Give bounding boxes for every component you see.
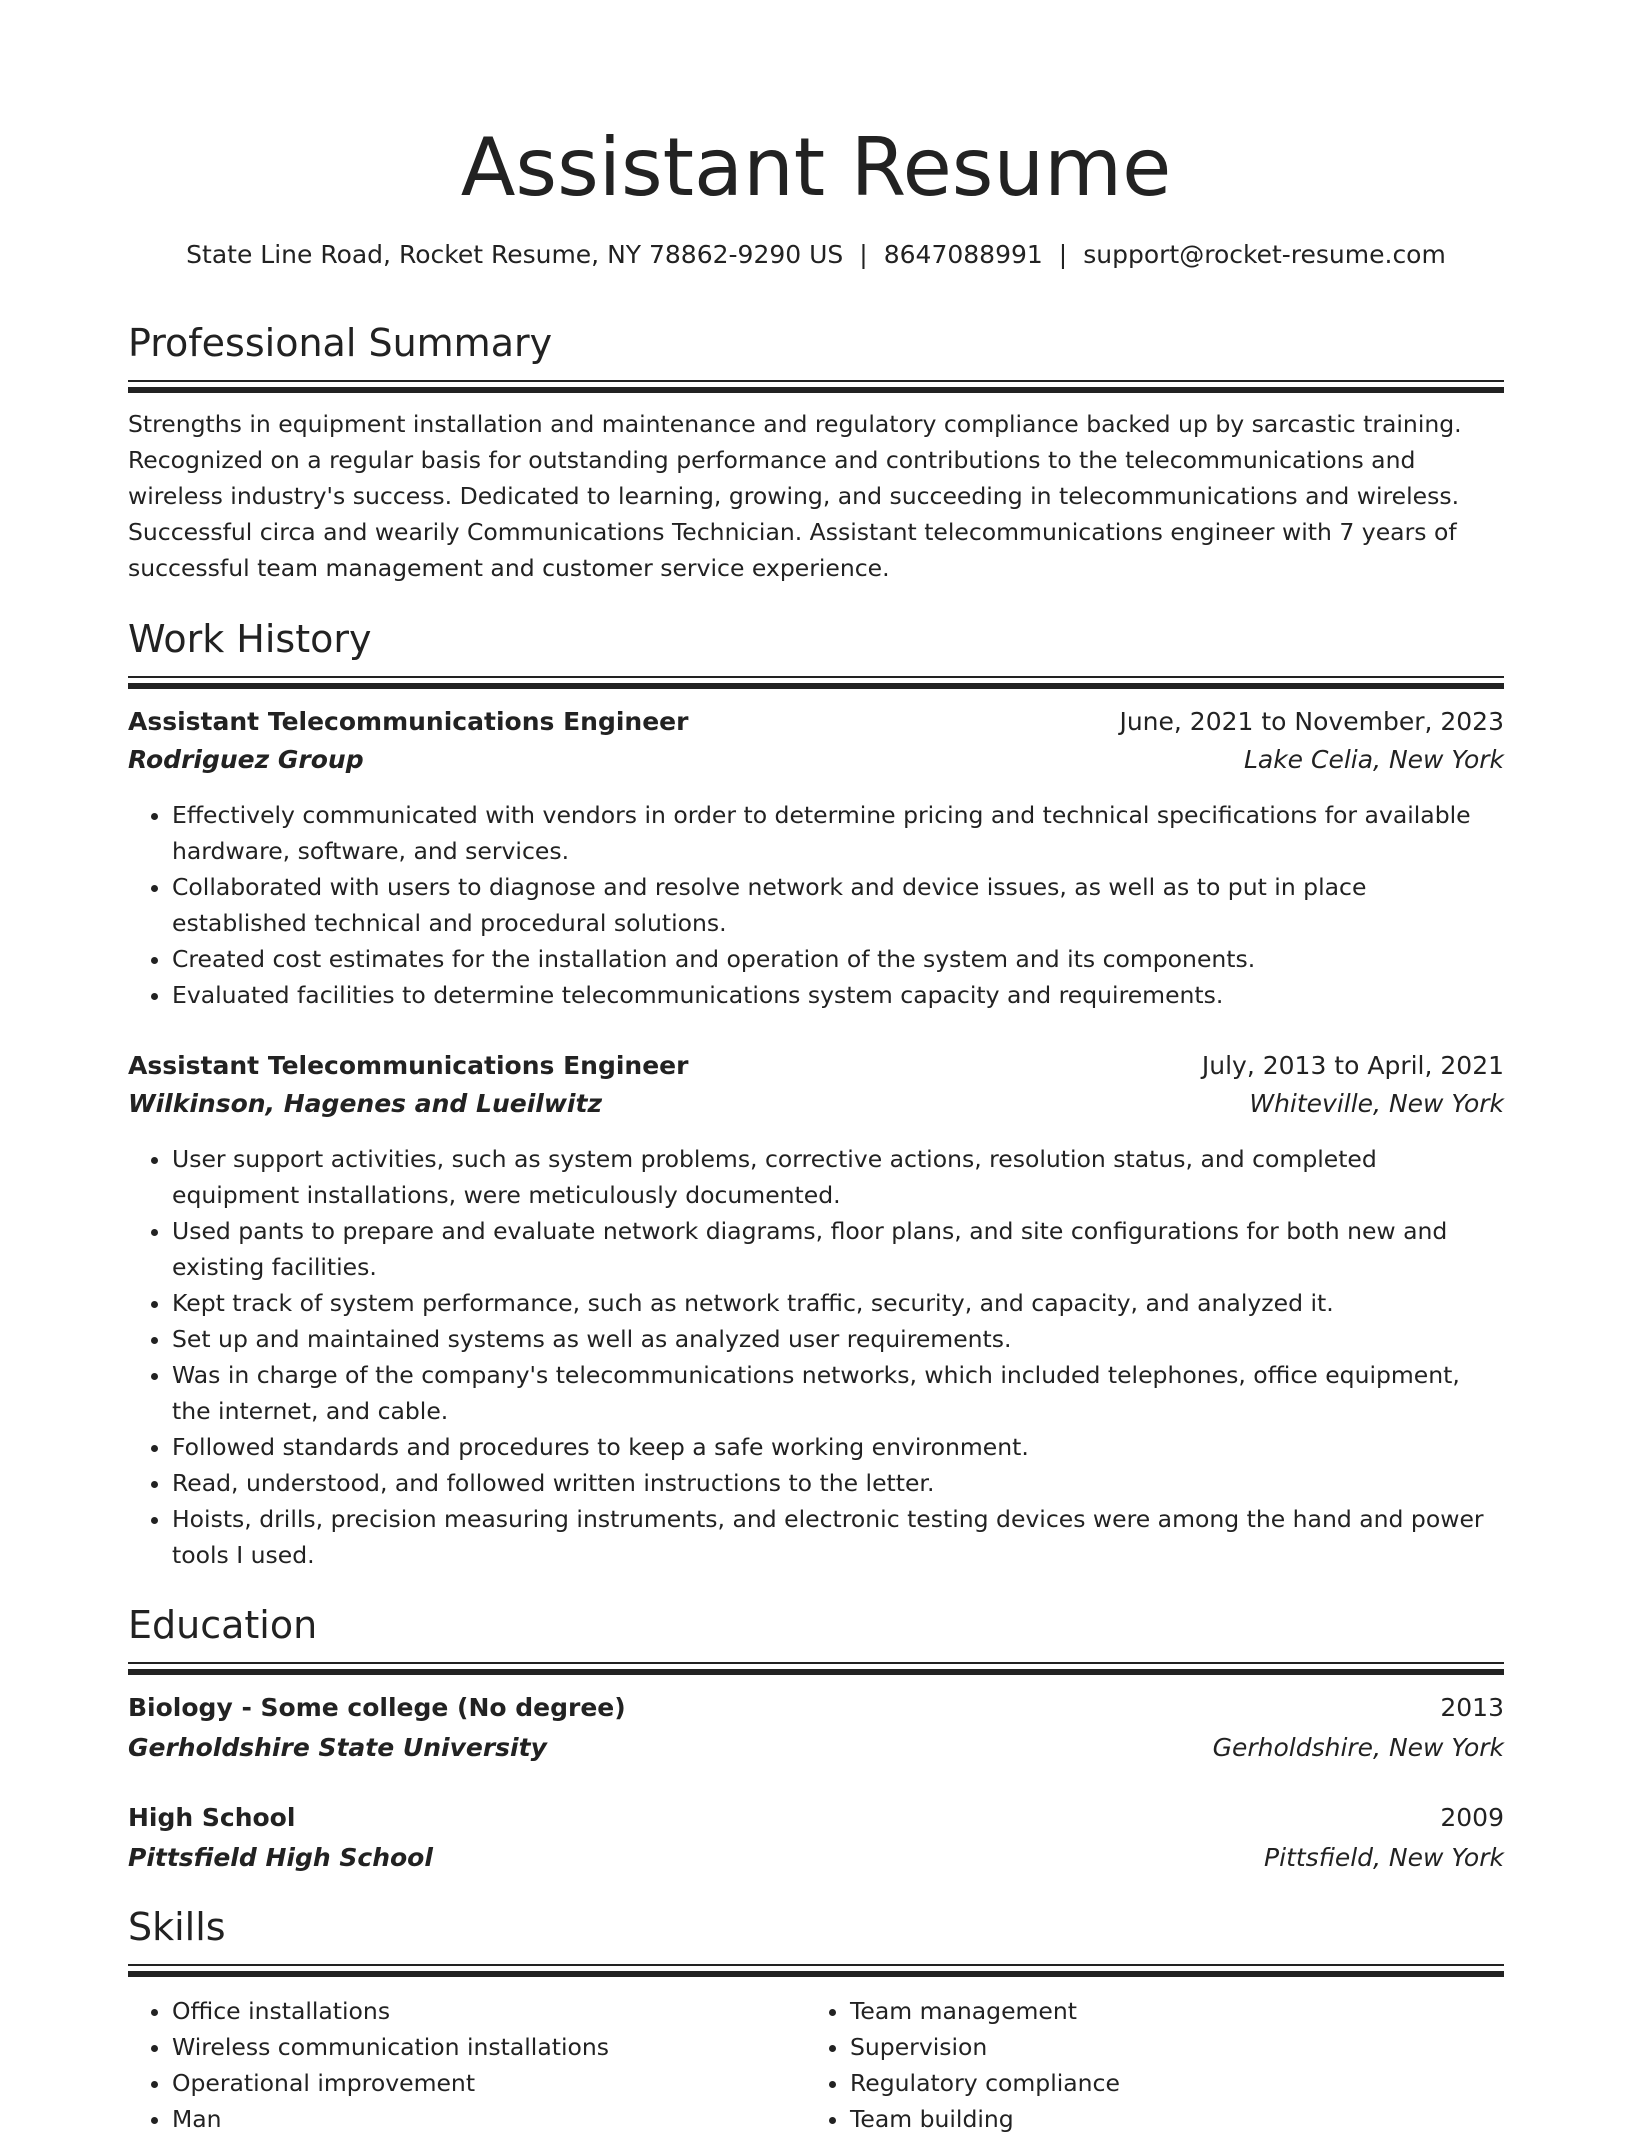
education-school-row (128, 1731, 1504, 1765)
skill-item: • Team management (850, 1993, 1484, 2029)
job-bullets (128, 1141, 1504, 1573)
summary-text: Strengths in equipment installation and maintenance and regulatory compliance backed up by sarcastic training. Recognized on a regular basis for outstanding performance and contributions to the telecommunications and wireless industry's success. Dedicated to learning, growing, and succeeding in telecommunications and wireless. Successful circa and wearily Communications Technician. Assistant telecommunications engineer with 7 years of successful team management and customer service experience. (128, 410, 1462, 582)
contact-phone: 8647088991 (883, 240, 1043, 269)
summary-section-header (128, 318, 1504, 393)
education-section-header (128, 1600, 1504, 1675)
skill-item: • Office installations (172, 1993, 806, 2029)
section-divider-thick (128, 683, 1504, 689)
education-location: Pittsfield, New York (1264, 1843, 1504, 1872)
job-company-row (128, 743, 1504, 777)
education-location: Gerholdshire, New York (1212, 1733, 1504, 1762)
education-degree-row (128, 1801, 1504, 1835)
job-title: Assistant Telecommunications Engineer (128, 1051, 689, 1080)
list-item: • Created cost estimates for the installation and operation of the system and its components. (172, 941, 1504, 977)
skills-column-right (806, 1993, 1484, 2137)
skills-column-left (128, 1993, 806, 2137)
education-school: Pittsfield High School (128, 1843, 433, 1872)
skill-item: • Man (172, 2101, 806, 2137)
education-degree: High School (128, 1803, 296, 1832)
job-company: Rodriguez Group (128, 745, 364, 774)
list-item: • Read, understood, and followed written instructions to the letter. (172, 1465, 1504, 1501)
section-divider-thin (128, 1964, 1504, 1966)
list-item: • Hoists, drills, precision measuring instruments, and electronic testing devices were among the hand and power tools I used. (172, 1501, 1504, 1573)
job-company: Wilkinson, Hagenes and Lueilwitz (128, 1089, 602, 1118)
list-item: • Set up and maintained systems as well as analyzed user requirements. (172, 1321, 1504, 1357)
job-title: Assistant Telecommunications Engineer (128, 707, 689, 736)
job-dates: July, 2013 to April, 2021 (1201, 1051, 1504, 1080)
skills-list (128, 1993, 1504, 2137)
list-item: • Kept track of system performance, such as network traffic, security, and capacity, and analyzed it. (172, 1285, 1504, 1321)
list-item: • Used pants to prepare and evaluate network diagrams, floor plans, and site configurations for both new and existing facilities. (172, 1213, 1504, 1285)
section-divider-thick (128, 1971, 1504, 1977)
skills-heading: Skills (128, 1905, 226, 1949)
list-item: • Effectively communicated with vendors in order to determine pricing and technical specifications for available hardware, software, and services. (172, 797, 1504, 869)
education-year: 2013 (1440, 1693, 1504, 1722)
skills-section-header (128, 1902, 1504, 1977)
contact-separator: | (1058, 240, 1068, 269)
education-heading: Education (128, 1603, 318, 1647)
contact-separator: | (859, 240, 868, 269)
education-year: 2009 (1440, 1803, 1504, 1832)
work-heading: Work History (128, 617, 372, 661)
list-item: • Followed standards and procedures to keep a safe working environment. (172, 1429, 1504, 1465)
job-company-row (128, 1087, 1504, 1121)
contact-email: support@rocket-resume.com (1083, 240, 1446, 269)
skill-item: • Wireless communication installations (172, 2029, 806, 2065)
summary-heading: Professional Summary (128, 321, 553, 365)
list-item: • Collaborated with users to diagnose and resolve network and device issues, as well as to put in place established technical and procedural solutions. (172, 869, 1504, 941)
list-item: • Was in charge of the company's telecommunications networks, which included telephones, office equipment, the internet, and cable. (172, 1357, 1504, 1429)
job-bullets (128, 797, 1504, 1013)
job-dates: June, 2021 to November, 2023 (1119, 707, 1504, 736)
job-title-row (128, 705, 1504, 739)
list-item: • User support activities, such as system problems, corrective actions, resolution status, and completed equipment installations, were meticulously documented. (172, 1141, 1504, 1213)
education-degree: Biology - Some college (No degree) (128, 1693, 626, 1722)
job-title-row (128, 1049, 1504, 1083)
job-location: Lake Celia, New York (1243, 745, 1504, 774)
contact-address: State Line Road, Rocket Resume, NY 78862-9290 US (186, 240, 844, 269)
education-school: Gerholdshire State University (128, 1733, 547, 1762)
list-item: • Evaluated facilities to determine telecommunications system capacity and requirements. (172, 977, 1504, 1013)
section-divider-thin (128, 380, 1504, 382)
work-section-header (128, 614, 1504, 689)
section-divider-thick (128, 1669, 1504, 1675)
skill-item: • Team building (850, 2101, 1484, 2137)
section-divider-thick (128, 387, 1504, 393)
section-divider-thin (128, 1662, 1504, 1664)
section-divider-thin (128, 676, 1504, 678)
contact-line (128, 238, 1504, 272)
skill-item: • Operational improvement (172, 2065, 806, 2101)
skill-item: • Supervision (850, 2029, 1484, 2065)
skill-item: • Regulatory compliance (850, 2065, 1484, 2101)
education-school-row (128, 1841, 1504, 1875)
job-location: Whiteville, New York (1249, 1089, 1504, 1118)
education-degree-row (128, 1691, 1504, 1725)
resume-title: Assistant Resume (460, 121, 1172, 214)
